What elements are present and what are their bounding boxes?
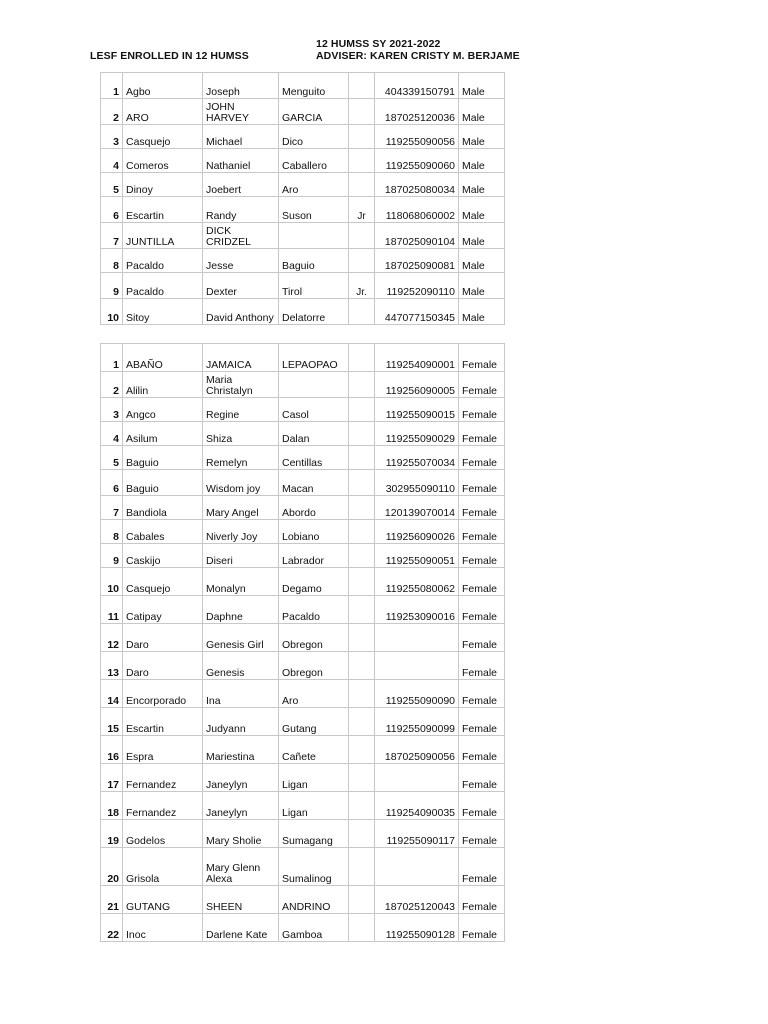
lrn-cell: 302955090110 — [375, 470, 459, 496]
row-number: 8 — [101, 249, 123, 273]
row-number: 1 — [101, 344, 123, 372]
row-number: 10 — [101, 568, 123, 596]
sex-cell: Female — [459, 886, 505, 914]
document-title: 12 HUMSS SY 2021-2022 — [316, 38, 441, 50]
sex-cell: Male — [459, 125, 505, 149]
first-name-cell: Genesis Girl — [203, 624, 279, 652]
table-row — [101, 273, 505, 299]
last-name-cell: Asilum — [123, 422, 203, 446]
name-extension-cell — [349, 496, 375, 520]
name-extension-cell — [349, 680, 375, 708]
lrn-cell: 119255080062 — [375, 568, 459, 596]
table-row — [101, 372, 505, 398]
middle-name-cell: Centillas — [279, 446, 349, 470]
sex-cell: Female — [459, 596, 505, 624]
name-extension-cell — [349, 624, 375, 652]
last-name-cell: Fernandez — [123, 764, 203, 792]
name-extension-cell — [349, 223, 375, 249]
lrn-cell: 187025120043 — [375, 886, 459, 914]
first-name-cell: Janeylyn — [203, 764, 279, 792]
table-row — [101, 624, 505, 652]
lrn-cell: 119255090029 — [375, 422, 459, 446]
first-name-cell: Michael — [203, 125, 279, 149]
middle-name-cell: Abordo — [279, 496, 349, 520]
sex-cell: Male — [459, 197, 505, 223]
first-name-cell: Genesis — [203, 652, 279, 680]
first-name-cell: David Anthony — [203, 299, 279, 325]
table-row — [101, 764, 505, 792]
sex-cell: Female — [459, 496, 505, 520]
lrn-cell — [375, 848, 459, 886]
last-name-cell: Daro — [123, 624, 203, 652]
adviser-label: ADVISER: KAREN CRISTY M. BERJAME — [316, 50, 520, 62]
table-row — [101, 249, 505, 273]
first-name-cell: Mary Glenn Alexa — [203, 848, 279, 886]
table-row — [101, 792, 505, 820]
last-name-cell: Comeros — [123, 149, 203, 173]
sex-cell: Female — [459, 652, 505, 680]
sex-cell: Female — [459, 344, 505, 372]
name-extension-cell — [349, 73, 375, 99]
sex-cell: Female — [459, 422, 505, 446]
name-extension-cell — [349, 99, 375, 125]
first-name-cell: Mary Angel — [203, 496, 279, 520]
last-name-cell: Baguio — [123, 446, 203, 470]
last-name-cell: Fernandez — [123, 792, 203, 820]
last-name-cell: Bandiola — [123, 496, 203, 520]
first-name-cell: Wisdom joy — [203, 470, 279, 496]
section-heading: LESF ENROLLED IN 12 HUMSS — [90, 50, 249, 62]
table-row — [101, 596, 505, 624]
name-extension-cell — [349, 149, 375, 173]
lrn-cell: 187025090104 — [375, 223, 459, 249]
name-extension-cell: Jr — [349, 197, 375, 223]
lrn-cell: 119256090005 — [375, 372, 459, 398]
lrn-cell: 187025080034 — [375, 173, 459, 197]
sex-cell: Female — [459, 398, 505, 422]
last-name-cell: Catipay — [123, 596, 203, 624]
table-row — [101, 173, 505, 197]
last-name-cell: Baguio — [123, 470, 203, 496]
last-name-cell: Godelos — [123, 820, 203, 848]
name-extension-cell — [349, 792, 375, 820]
middle-name-cell: Degamo — [279, 568, 349, 596]
lrn-cell: 404339150791 — [375, 73, 459, 99]
row-number: 11 — [101, 596, 123, 624]
sex-cell: Male — [459, 73, 505, 99]
row-number: 15 — [101, 708, 123, 736]
name-extension-cell — [349, 249, 375, 273]
first-name-cell: DICK CRIDZEL — [203, 223, 279, 249]
sex-cell: Female — [459, 708, 505, 736]
middle-name-cell: Gamboa — [279, 914, 349, 942]
lrn-cell: 119255090090 — [375, 680, 459, 708]
last-name-cell: Pacaldo — [123, 249, 203, 273]
sex-cell: Female — [459, 736, 505, 764]
middle-name-cell: GARCIA — [279, 99, 349, 125]
sex-cell: Female — [459, 820, 505, 848]
row-number: 6 — [101, 470, 123, 496]
table-row — [101, 736, 505, 764]
middle-name-cell: Dico — [279, 125, 349, 149]
sex-cell: Female — [459, 470, 505, 496]
last-name-cell: ABAÑO — [123, 344, 203, 372]
row-number: 5 — [101, 173, 123, 197]
first-name-cell: Monalyn — [203, 568, 279, 596]
name-extension-cell: Jr. — [349, 273, 375, 299]
last-name-cell: Daro — [123, 652, 203, 680]
lrn-cell: 119255090015 — [375, 398, 459, 422]
name-extension-cell — [349, 398, 375, 422]
lrn-cell: 187025090056 — [375, 736, 459, 764]
first-name-cell: Joseph — [203, 73, 279, 99]
middle-name-cell: Lobiano — [279, 520, 349, 544]
table-row — [101, 680, 505, 708]
name-extension-cell — [349, 914, 375, 942]
row-number: 4 — [101, 422, 123, 446]
lrn-cell: 119255090056 — [375, 125, 459, 149]
table-row — [101, 446, 505, 470]
middle-name-cell: Suson — [279, 197, 349, 223]
sex-cell: Female — [459, 624, 505, 652]
first-name-cell: Shiza — [203, 422, 279, 446]
sex-cell: Male — [459, 149, 505, 173]
sex-cell: Male — [459, 99, 505, 125]
sex-cell: Female — [459, 520, 505, 544]
table-row — [101, 223, 505, 249]
middle-name-cell: Caballero — [279, 149, 349, 173]
sex-cell: Female — [459, 372, 505, 398]
first-name-cell: Daphne — [203, 596, 279, 624]
sex-cell: Female — [459, 764, 505, 792]
middle-name-cell: Sumagang — [279, 820, 349, 848]
row-number: 4 — [101, 149, 123, 173]
table-row — [101, 73, 505, 99]
table-row — [101, 652, 505, 680]
sex-cell: Female — [459, 848, 505, 886]
first-name-cell: Dexter — [203, 273, 279, 299]
lrn-cell: 119253090016 — [375, 596, 459, 624]
middle-name-cell: LEPAOPAO — [279, 344, 349, 372]
name-extension-cell — [349, 470, 375, 496]
first-name-cell: JAMAICA — [203, 344, 279, 372]
middle-name-cell: Dalan — [279, 422, 349, 446]
row-number: 18 — [101, 792, 123, 820]
name-extension-cell — [349, 708, 375, 736]
first-name-cell: SHEEN — [203, 886, 279, 914]
row-number: 3 — [101, 398, 123, 422]
first-name-cell: Janeylyn — [203, 792, 279, 820]
table-row — [101, 568, 505, 596]
table-row — [101, 125, 505, 149]
middle-name-cell: Aro — [279, 680, 349, 708]
lrn-cell — [375, 764, 459, 792]
table-row — [101, 99, 505, 125]
last-name-cell: Caskijo — [123, 544, 203, 568]
middle-name-cell: Ligan — [279, 792, 349, 820]
last-name-cell: Escartin — [123, 708, 203, 736]
first-name-cell: Remelyn — [203, 446, 279, 470]
lrn-cell — [375, 652, 459, 680]
name-extension-cell — [349, 446, 375, 470]
lrn-cell: 187025120036 — [375, 99, 459, 125]
first-name-cell: Judyann — [203, 708, 279, 736]
lrn-cell: 187025090081 — [375, 249, 459, 273]
name-extension-cell — [349, 848, 375, 886]
last-name-cell: Encorporado — [123, 680, 203, 708]
table-row — [101, 496, 505, 520]
lrn-cell: 119255090099 — [375, 708, 459, 736]
first-name-cell: Darlene Kate — [203, 914, 279, 942]
first-name-cell: Mary Sholie — [203, 820, 279, 848]
middle-name-cell: Cañete — [279, 736, 349, 764]
first-name-cell: Niverly Joy — [203, 520, 279, 544]
lrn-cell — [375, 624, 459, 652]
sex-cell: Male — [459, 273, 505, 299]
lrn-cell: 119255090117 — [375, 820, 459, 848]
first-name-cell: Randy — [203, 197, 279, 223]
middle-name-cell: Menguito — [279, 73, 349, 99]
last-name-cell: Escartin — [123, 197, 203, 223]
middle-name-cell: Ligan — [279, 764, 349, 792]
table-row — [101, 544, 505, 568]
first-name-cell: Maria Christalyn — [203, 372, 279, 398]
row-number: 16 — [101, 736, 123, 764]
lrn-cell: 119255090060 — [375, 149, 459, 173]
sex-cell: Male — [459, 299, 505, 325]
name-extension-cell — [349, 520, 375, 544]
last-name-cell: Angco — [123, 398, 203, 422]
last-name-cell: Dinoy — [123, 173, 203, 197]
name-extension-cell — [349, 125, 375, 149]
sex-cell: Male — [459, 249, 505, 273]
table-row — [101, 398, 505, 422]
middle-name-cell: ANDRINO — [279, 886, 349, 914]
name-extension-cell — [349, 820, 375, 848]
table-row — [101, 886, 505, 914]
sex-cell: Female — [459, 680, 505, 708]
row-number: 13 — [101, 652, 123, 680]
lrn-cell: 447077150345 — [375, 299, 459, 325]
row-number: 2 — [101, 99, 123, 125]
sex-cell: Male — [459, 223, 505, 249]
middle-name-cell: Aro — [279, 173, 349, 197]
middle-name-cell — [279, 223, 349, 249]
middle-name-cell — [279, 372, 349, 398]
first-name-cell: Regine — [203, 398, 279, 422]
lrn-cell: 119256090026 — [375, 520, 459, 544]
last-name-cell: Pacaldo — [123, 273, 203, 299]
row-number: 7 — [101, 496, 123, 520]
middle-name-cell: Sumalinog — [279, 848, 349, 886]
female-students-table — [100, 343, 505, 942]
sex-cell: Female — [459, 792, 505, 820]
middle-name-cell: Macan — [279, 470, 349, 496]
lrn-cell: 119255090051 — [375, 544, 459, 568]
last-name-cell: Inoc — [123, 914, 203, 942]
table-row — [101, 422, 505, 446]
row-number: 1 — [101, 73, 123, 99]
first-name-cell: Nathaniel — [203, 149, 279, 173]
name-extension-cell — [349, 422, 375, 446]
row-number: 9 — [101, 273, 123, 299]
table-row — [101, 914, 505, 942]
name-extension-cell — [349, 764, 375, 792]
first-name-cell: JOHN HARVEY — [203, 99, 279, 125]
last-name-cell: Sitoy — [123, 299, 203, 325]
row-number: 12 — [101, 624, 123, 652]
last-name-cell: Cabales — [123, 520, 203, 544]
row-number: 14 — [101, 680, 123, 708]
last-name-cell: JUNTILLA — [123, 223, 203, 249]
first-name-cell: Joebert — [203, 173, 279, 197]
name-extension-cell — [349, 372, 375, 398]
table-row — [101, 299, 505, 325]
row-number: 22 — [101, 914, 123, 942]
table-row — [101, 344, 505, 372]
table-row — [101, 470, 505, 496]
name-extension-cell — [349, 173, 375, 197]
name-extension-cell — [349, 736, 375, 764]
table-row — [101, 197, 505, 223]
sex-cell: Male — [459, 173, 505, 197]
name-extension-cell — [349, 886, 375, 914]
last-name-cell: Casquejo — [123, 568, 203, 596]
name-extension-cell — [349, 299, 375, 325]
row-number: 6 — [101, 197, 123, 223]
sex-cell: Female — [459, 446, 505, 470]
last-name-cell: Casquejo — [123, 125, 203, 149]
first-name-cell: Mariestina — [203, 736, 279, 764]
table-row — [101, 820, 505, 848]
lrn-cell: 120139070014 — [375, 496, 459, 520]
last-name-cell: GUTANG — [123, 886, 203, 914]
name-extension-cell — [349, 596, 375, 624]
middle-name-cell: Casol — [279, 398, 349, 422]
sex-cell: Female — [459, 914, 505, 942]
row-number: 17 — [101, 764, 123, 792]
lrn-cell: 119254090001 — [375, 344, 459, 372]
table-row — [101, 708, 505, 736]
row-number: 9 — [101, 544, 123, 568]
last-name-cell: Agbo — [123, 73, 203, 99]
row-number: 21 — [101, 886, 123, 914]
lrn-cell: 119254090035 — [375, 792, 459, 820]
first-name-cell: Diseri — [203, 544, 279, 568]
lrn-cell: 118068060002 — [375, 197, 459, 223]
row-number: 2 — [101, 372, 123, 398]
last-name-cell: Alilin — [123, 372, 203, 398]
middle-name-cell: Gutang — [279, 708, 349, 736]
row-number: 7 — [101, 223, 123, 249]
middle-name-cell: Tirol — [279, 273, 349, 299]
sex-cell: Female — [459, 544, 505, 568]
last-name-cell: Espra — [123, 736, 203, 764]
middle-name-cell: Obregon — [279, 624, 349, 652]
lrn-cell: 119255070034 — [375, 446, 459, 470]
middle-name-cell: Baguio — [279, 249, 349, 273]
first-name-cell: Ina — [203, 680, 279, 708]
last-name-cell: ARO — [123, 99, 203, 125]
table-row — [101, 149, 505, 173]
row-number: 19 — [101, 820, 123, 848]
lrn-cell: 119252090110 — [375, 273, 459, 299]
row-number: 5 — [101, 446, 123, 470]
row-number: 8 — [101, 520, 123, 544]
row-number: 3 — [101, 125, 123, 149]
name-extension-cell — [349, 568, 375, 596]
middle-name-cell: Obregon — [279, 652, 349, 680]
row-number: 20 — [101, 848, 123, 886]
middle-name-cell: Labrador — [279, 544, 349, 568]
name-extension-cell — [349, 544, 375, 568]
middle-name-cell: Delatorre — [279, 299, 349, 325]
male-students-table — [100, 72, 505, 325]
last-name-cell: Grisola — [123, 848, 203, 886]
first-name-cell: Jesse — [203, 249, 279, 273]
lrn-cell: 119255090128 — [375, 914, 459, 942]
row-number: 10 — [101, 299, 123, 325]
table-row — [101, 520, 505, 544]
sex-cell: Female — [459, 568, 505, 596]
middle-name-cell: Pacaldo — [279, 596, 349, 624]
name-extension-cell — [349, 652, 375, 680]
name-extension-cell — [349, 344, 375, 372]
table-row — [101, 848, 505, 886]
